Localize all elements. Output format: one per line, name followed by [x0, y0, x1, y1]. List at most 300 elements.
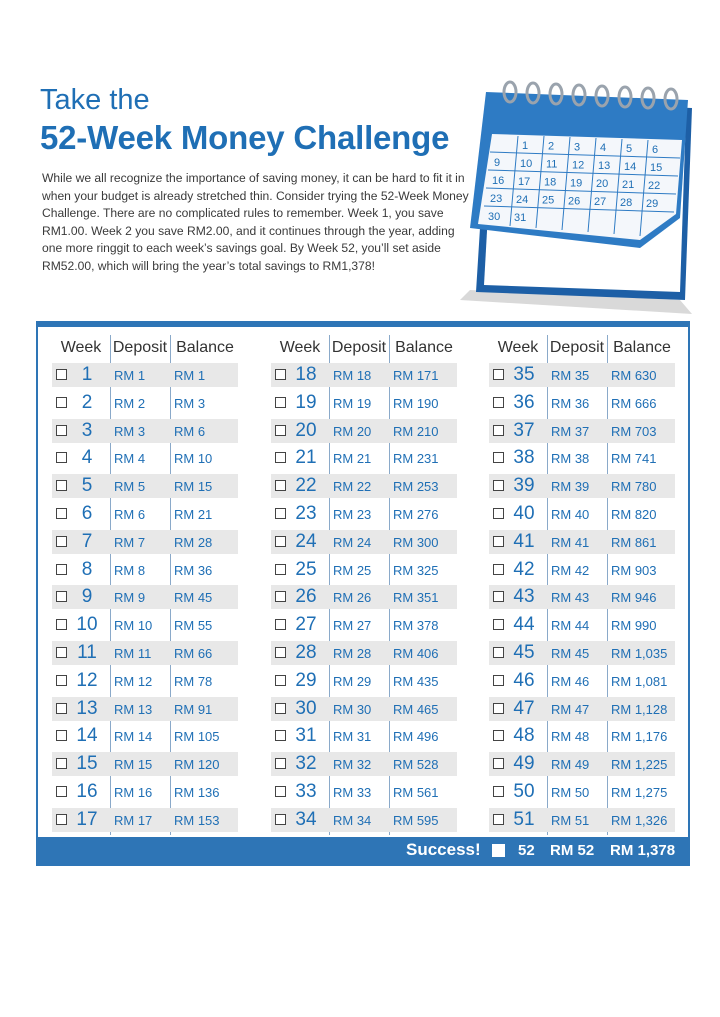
week-number: 47 [513, 697, 535, 719]
week-number: 43 [513, 586, 535, 608]
balance-amount: RM 136 [174, 784, 220, 800]
deposit-amount: RM 17 [114, 812, 153, 828]
table-row [52, 528, 238, 556]
deposit-amount: RM 9 [114, 590, 146, 606]
calendar-day: 28 [620, 197, 633, 209]
week-checkbox[interactable] [56, 591, 67, 602]
calendar-day: 21 [622, 179, 635, 191]
table-row [271, 583, 457, 611]
deposit-amount: RM 21 [333, 451, 372, 467]
table-row [489, 417, 675, 445]
deposit-amount: RM 51 [551, 812, 590, 828]
week-checkbox[interactable] [275, 425, 286, 436]
week-checkbox[interactable] [493, 758, 504, 769]
table-column-3 [489, 337, 675, 834]
header-week: Week [60, 339, 102, 356]
deposit-amount: RM 49 [551, 757, 590, 773]
table-row [489, 750, 675, 778]
week-checkbox[interactable] [56, 647, 67, 658]
deposit-amount: RM 42 [551, 562, 590, 578]
balance-amount: RM 6 [174, 423, 206, 439]
footer-deposit: RM 52 [550, 842, 595, 859]
header-balance: Balance [613, 339, 671, 356]
table-row [271, 528, 457, 556]
balance-amount: RM 190 [393, 395, 439, 411]
week-checkbox[interactable] [56, 675, 67, 686]
table-row [271, 361, 457, 389]
table-row [271, 778, 457, 806]
deposit-amount: RM 32 [333, 757, 372, 773]
week-number: 41 [513, 530, 535, 552]
table-row [489, 667, 675, 695]
deposit-amount: RM 15 [114, 757, 153, 773]
week-number: 18 [295, 364, 317, 385]
week-number: 46 [513, 669, 535, 691]
table-row [52, 444, 238, 472]
table-row [271, 472, 457, 500]
week-checkbox[interactable] [275, 452, 286, 463]
week-number: 26 [295, 586, 317, 608]
week-number: 42 [513, 558, 535, 580]
deposit-amount: RM 22 [333, 479, 372, 495]
balance-amount: RM 351 [393, 590, 439, 606]
week-checkbox[interactable] [275, 786, 286, 797]
table-row [489, 500, 675, 528]
table-row [52, 722, 238, 750]
balance-amount: RM 91 [174, 701, 213, 717]
week-number: 37 [513, 419, 535, 441]
week-number: 4 [81, 447, 93, 469]
balance-amount: RM 15 [174, 479, 213, 495]
balance-amount: RM 105 [174, 729, 220, 745]
week-checkbox[interactable] [493, 703, 504, 714]
week-checkbox[interactable] [493, 508, 504, 519]
table-row [271, 667, 457, 695]
table-row [52, 750, 238, 778]
balance-amount: RM 300 [393, 534, 439, 550]
calendar-day: 9 [494, 157, 501, 169]
week-checkbox[interactable] [275, 480, 286, 491]
balance-amount: RM 1,275 [611, 784, 668, 800]
week-number: 45 [513, 641, 535, 663]
deposit-amount: RM 41 [551, 534, 590, 550]
week-checkbox[interactable] [275, 758, 286, 769]
week-number: 51 [513, 808, 535, 830]
balance-amount: RM 703 [611, 423, 657, 439]
calendar-day: 11 [546, 158, 558, 171]
week-52-checkbox[interactable] [492, 844, 505, 857]
table-row [489, 806, 675, 834]
week-number: 49 [513, 753, 535, 775]
week-checkbox[interactable] [493, 369, 504, 380]
week-number: 14 [76, 725, 98, 747]
deposit-amount: RM 18 [333, 368, 372, 383]
deposit-amount: RM 46 [551, 673, 590, 689]
deposit-amount: RM 4 [114, 451, 146, 467]
deposit-amount: RM 29 [333, 673, 372, 689]
week-checkbox[interactable] [56, 786, 67, 797]
deposit-amount: RM 45 [551, 645, 590, 661]
week-number: 34 [295, 808, 317, 830]
balance-amount: RM 1,176 [611, 729, 668, 745]
week-number: 17 [76, 808, 98, 830]
week-number: 35 [513, 364, 535, 385]
week-number: 9 [81, 586, 93, 608]
deposit-amount: RM 28 [333, 645, 372, 661]
week-checkbox[interactable] [493, 786, 504, 797]
week-number: 29 [295, 669, 317, 691]
balance-amount: RM 528 [393, 757, 439, 773]
table-row [271, 722, 457, 750]
balance-amount: RM 78 [174, 673, 213, 689]
calendar-day: 27 [594, 196, 607, 209]
deposit-amount: RM 2 [114, 395, 146, 411]
deposit-amount: RM 27 [333, 618, 372, 634]
table-row [489, 361, 675, 389]
week-checkbox[interactable] [493, 564, 504, 575]
table-row [52, 500, 238, 528]
week-checkbox[interactable] [493, 619, 504, 630]
table-row [52, 778, 238, 806]
deposit-amount: RM 23 [333, 506, 372, 522]
week-checkbox[interactable] [493, 536, 504, 547]
week-checkbox[interactable] [493, 425, 504, 436]
week-number: 2 [81, 391, 93, 413]
week-number: 24 [295, 530, 317, 552]
week-checkbox[interactable] [56, 480, 67, 491]
balance-amount: RM 946 [611, 590, 657, 606]
calendar-day: 19 [570, 177, 583, 190]
week-checkbox[interactable] [275, 591, 286, 602]
balance-amount: RM 435 [393, 673, 439, 689]
balance-amount: RM 496 [393, 729, 439, 745]
week-number: 8 [81, 558, 93, 580]
week-checkbox[interactable] [275, 536, 286, 547]
table-row [52, 472, 238, 500]
calendar-day: 10 [520, 157, 533, 170]
header-deposit: Deposit [331, 339, 387, 356]
week-number: 19 [295, 391, 317, 413]
balance-amount: RM 1,225 [611, 757, 668, 773]
table-row [52, 556, 238, 584]
deposit-amount: RM 34 [333, 812, 372, 828]
deposit-amount: RM 7 [114, 534, 146, 550]
footer-week: 52 [518, 842, 535, 859]
deposit-amount: RM 26 [333, 590, 372, 606]
column-header [271, 337, 457, 361]
calendar-day: 17 [518, 175, 531, 188]
week-number: 11 [77, 641, 97, 663]
table-row [489, 778, 675, 806]
balance-amount: RM 325 [393, 562, 439, 578]
balance-amount: RM 210 [393, 423, 439, 439]
table-column-1 [52, 337, 238, 834]
balance-amount: RM 66 [174, 645, 213, 661]
deposit-amount: RM 13 [114, 701, 153, 717]
week-number: 3 [81, 419, 93, 441]
week-number: 48 [513, 725, 535, 747]
calendar-day: 15 [650, 161, 663, 174]
table-row [271, 750, 457, 778]
week-number: 22 [295, 475, 317, 497]
deposit-amount: RM 36 [551, 395, 590, 411]
deposit-amount: RM 24 [333, 534, 372, 550]
balance-amount: RM 378 [393, 618, 439, 634]
deposit-amount: RM 39 [551, 479, 590, 495]
table-top-bar [38, 323, 688, 327]
title-line-2: 52-Week Money Challenge [40, 119, 450, 156]
week-checkbox[interactable] [56, 619, 67, 630]
deposit-amount: RM 8 [114, 562, 146, 578]
week-number: 33 [295, 780, 317, 802]
deposit-amount: RM 35 [551, 368, 590, 383]
balance-amount: RM 1,128 [611, 701, 668, 717]
week-checkbox[interactable] [56, 452, 67, 463]
calendar-day: 3 [574, 141, 581, 154]
week-number: 44 [513, 614, 535, 636]
week-checkbox[interactable] [56, 369, 67, 380]
calendar-day: 31 [514, 211, 527, 224]
calendar-day: 30 [488, 211, 501, 223]
table-row [52, 389, 238, 417]
table-row [271, 556, 457, 584]
header-balance: Balance [395, 339, 453, 356]
deposit-amount: RM 11 [114, 645, 152, 661]
header-deposit: Deposit [549, 339, 605, 356]
week-number: 50 [513, 780, 535, 802]
deposit-amount: RM 31 [333, 729, 372, 745]
table-row [271, 611, 457, 639]
week-checkbox[interactable] [275, 369, 286, 380]
week-checkbox[interactable] [56, 536, 67, 547]
calendar-day: 20 [596, 178, 609, 191]
deposit-amount: RM 12 [114, 673, 153, 689]
table-row [489, 444, 675, 472]
balance-amount: RM 171 [393, 368, 439, 383]
deposit-amount: RM 16 [114, 784, 153, 800]
table-row [271, 500, 457, 528]
calendar-day: 2 [548, 140, 555, 153]
header-week: Week [279, 339, 321, 356]
week-number: 27 [295, 614, 317, 636]
week-checkbox[interactable] [275, 647, 286, 658]
deposit-amount: RM 44 [551, 618, 590, 634]
week-checkbox[interactable] [275, 397, 286, 408]
balance-amount: RM 1 [174, 368, 206, 383]
deposit-amount: RM 6 [114, 506, 146, 522]
week-checkbox[interactable] [493, 480, 504, 491]
balance-amount: RM 820 [611, 506, 657, 522]
week-checkbox[interactable] [493, 452, 504, 463]
intro-paragraph: While we all recognize the importance of saving money, it can be hard to fit it in when your budget is already stretched thin. Consider trying the 52-Week Money Challenge. There are no complicated rules to remember. Week 1, you save RM1.00. Week 2 you save RM2.00, and it continues through the year, adding one more ringgit to each week’s savings goal. By Week 52, you’ll set aside RM52.00, which will bring the year’s total savings to RM1,378! [42, 171, 469, 273]
calendar-day: 1 [522, 139, 529, 152]
balance-amount: RM 253 [393, 479, 439, 495]
balance-amount: RM 45 [174, 590, 213, 606]
table-row [52, 667, 238, 695]
table-row [489, 528, 675, 556]
balance-amount: RM 1,081 [611, 673, 668, 689]
week-checkbox[interactable] [493, 675, 504, 686]
deposit-amount: RM 37 [551, 423, 590, 439]
calendar-day: 29 [646, 197, 659, 210]
deposit-amount: RM 30 [333, 701, 372, 717]
week-number: 6 [81, 502, 93, 524]
balance-amount: RM 741 [611, 451, 657, 467]
week-checkbox[interactable] [275, 703, 286, 714]
week-checkbox[interactable] [275, 814, 286, 825]
balance-amount: RM 120 [174, 757, 220, 773]
week-checkbox[interactable] [56, 425, 67, 436]
week-number: 25 [295, 558, 317, 580]
week-checkbox[interactable] [56, 508, 67, 519]
week-number: 31 [295, 725, 317, 747]
week-checkbox[interactable] [56, 814, 67, 825]
balance-amount: RM 3 [174, 395, 206, 411]
week-checkbox[interactable] [493, 647, 504, 658]
header-deposit: Deposit [112, 339, 168, 356]
week-number: 38 [513, 447, 535, 469]
table-row [271, 417, 457, 445]
table-row [489, 556, 675, 584]
week-checkbox[interactable] [275, 619, 286, 630]
week-number: 5 [81, 475, 93, 497]
success-footer [38, 837, 688, 864]
calendar-day: 24 [516, 193, 529, 206]
week-checkbox[interactable] [493, 814, 504, 825]
week-checkbox[interactable] [56, 397, 67, 408]
balance-amount: RM 153 [174, 812, 220, 828]
deposit-amount: RM 47 [551, 701, 590, 717]
balance-amount: RM 21 [174, 506, 213, 522]
balance-amount: RM 55 [174, 618, 213, 634]
table-row [52, 583, 238, 611]
balance-amount: RM 780 [611, 479, 657, 495]
balance-amount: RM 36 [174, 562, 213, 578]
week-checkbox[interactable] [56, 758, 67, 769]
balance-amount: RM 465 [393, 701, 439, 717]
week-checkbox[interactable] [493, 591, 504, 602]
balance-amount: RM 861 [611, 534, 657, 550]
week-number: 20 [295, 419, 317, 441]
deposit-amount: RM 14 [114, 729, 153, 745]
week-number: 36 [513, 391, 535, 413]
calendar-day: 14 [624, 161, 637, 173]
calendar-day: 22 [648, 179, 661, 192]
deposit-amount: RM 38 [551, 451, 590, 467]
week-number: 39 [513, 475, 535, 497]
deposit-amount: RM 33 [333, 784, 372, 800]
balance-amount: RM 406 [393, 645, 439, 661]
deposit-amount: RM 20 [333, 423, 372, 439]
balance-amount: RM 903 [611, 562, 657, 578]
week-number: 28 [295, 641, 317, 663]
week-checkbox[interactable] [275, 730, 286, 741]
deposit-amount: RM 5 [114, 479, 146, 495]
header-balance: Balance [176, 339, 234, 356]
week-number: 15 [76, 753, 98, 775]
savings-table [36, 321, 690, 866]
week-number: 23 [295, 502, 317, 524]
balance-amount: RM 666 [611, 395, 657, 411]
deposit-amount: RM 1 [114, 368, 146, 383]
table-row [52, 806, 238, 834]
week-number: 16 [76, 780, 98, 802]
week-number: 21 [295, 447, 317, 469]
week-checkbox[interactable] [56, 730, 67, 741]
deposit-amount: RM 43 [551, 590, 590, 606]
week-checkbox[interactable] [56, 703, 67, 714]
deposit-amount: RM 48 [551, 729, 590, 745]
week-checkbox[interactable] [493, 397, 504, 408]
success-label: Success! [406, 840, 481, 859]
calendar-day: 25 [542, 194, 555, 207]
balance-amount: RM 231 [393, 451, 439, 467]
calendar-day: 16 [492, 175, 505, 187]
table-row [489, 472, 675, 500]
week-number: 1 [81, 364, 93, 385]
deposit-amount: RM 40 [551, 506, 590, 522]
week-checkbox[interactable] [275, 675, 286, 686]
table-row [52, 611, 238, 639]
header-week: Week [497, 339, 539, 356]
week-checkbox[interactable] [275, 508, 286, 519]
deposit-amount: RM 3 [114, 423, 146, 439]
calendar-day: 12 [572, 159, 585, 172]
table-row [489, 389, 675, 417]
table-row [271, 444, 457, 472]
balance-amount: RM 1,035 [611, 645, 668, 661]
table-row [271, 806, 457, 834]
balance-amount: RM 561 [393, 784, 439, 800]
table-column-2 [271, 337, 457, 834]
table-row [271, 695, 457, 723]
week-checkbox[interactable] [493, 730, 504, 741]
table-row [52, 639, 238, 667]
week-number: 13 [76, 697, 98, 719]
table-row [489, 611, 675, 639]
table-row [271, 639, 457, 667]
title-line-1: Take the [40, 84, 150, 116]
balance-amount: RM 10 [174, 451, 213, 467]
week-number: 40 [513, 502, 535, 524]
deposit-amount: RM 25 [333, 562, 372, 578]
week-checkbox[interactable] [56, 564, 67, 575]
calendar-day: 26 [568, 195, 581, 208]
deposit-amount: RM 19 [333, 395, 372, 411]
week-number: 7 [81, 530, 93, 552]
deposit-amount: RM 50 [551, 784, 590, 800]
table-row [52, 695, 238, 723]
calendar-day: 13 [598, 160, 611, 173]
calendar-day: 6 [652, 143, 659, 156]
balance-amount: RM 990 [611, 618, 657, 634]
table-row [52, 417, 238, 445]
balance-amount: RM 595 [393, 812, 439, 828]
column-header [489, 337, 675, 361]
week-number: 12 [76, 669, 98, 691]
table-row [271, 389, 457, 417]
calendar-day: 5 [626, 143, 633, 155]
table-row [489, 639, 675, 667]
week-checkbox[interactable] [275, 564, 286, 575]
week-number: 32 [295, 753, 317, 775]
table-row [489, 722, 675, 750]
footer-balance: RM 1,378 [610, 842, 676, 859]
deposit-amount: RM 10 [114, 618, 153, 634]
balance-amount: RM 1,326 [611, 812, 668, 828]
table-row [489, 695, 675, 723]
calendar-icon [430, 78, 700, 318]
